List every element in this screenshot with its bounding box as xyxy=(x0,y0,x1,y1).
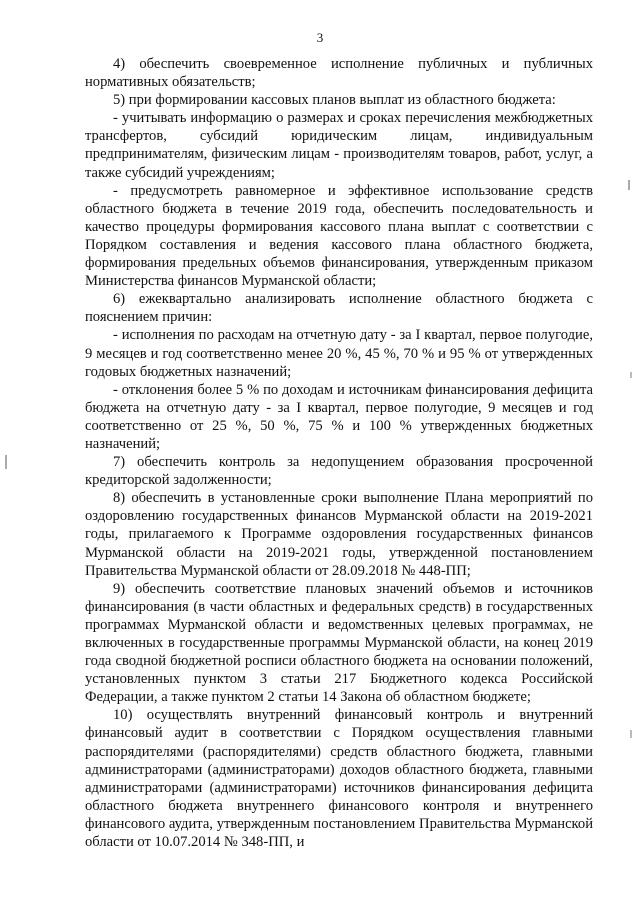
paragraph-sub-transfers: - учитывать информацию о размерах и сроках перечисления межбюджетных трансфертов, субсидий юридическим лицам, индивидуальным предпринимателям, физическим лицам - производителям товаров, работ, услуг, а также субсидий учреждениям; xyxy=(85,110,593,181)
paragraph-item-10: 10) осуществлять внутренний финансовый контроль и внутренний финансовый аудит в соответствии с Порядком осуществления главными распорядителями (распорядителями) средств областного бюджета, главными администраторами (администраторами) доходов областного бюджета, главными администраторами (администраторами) источников финансирования дефицита областного бюджета внутреннего финансового контроля и внутреннего финансового аудита, утвержденным постановлением Правительства Мурманской области от 10.07.2014 № 348-ПП, и xyxy=(85,707,593,851)
paragraph-item-5: 5) при формировании кассовых планов выплат из областного бюджета: xyxy=(113,92,556,109)
document-body xyxy=(85,55,593,851)
scan-mark xyxy=(5,455,7,469)
paragraph-item-4: 4) обеспечить своевременное исполнение публичных и публичных нормативных обязательств; xyxy=(85,56,593,91)
paragraph-item-9: 9) обеспечить соответствие плановых значений объемов и источников финансирования (в части областных и федеральных средств) в государственных программах Мурманской области и ведомственных целевых программах, не включенных в государственные программы Мурманской области, на конец 2019 года сводной бюджетной росписи областного бюджета на основании положений, установленных пунктом 3 статьи 217 Бюджетного кодекса Российской Федерации, а также пунктом 2 статьи 14 Закона об областном бюджете; xyxy=(85,580,593,706)
paragraph-item-7: 7) обеспечить контроль за недопущением образования просроченной кредиторской задолженности; xyxy=(85,454,593,489)
paragraph-item-6: 6) ежеквартально анализировать исполнение областного бюджета с пояснением причин: xyxy=(85,291,593,326)
scan-mark xyxy=(630,730,632,738)
page-number: 3 xyxy=(316,30,324,45)
scan-mark xyxy=(628,180,630,190)
scan-mark xyxy=(630,372,632,378)
paragraph-sub-uniform-use: - предусмотреть равномерное и эффективное использование средств областного бюджета в течение 2019 года, обеспечить последовательность и качество процедуры формирования кассового плана выплат с соответствии с Порядком составления и ведения кассового плана областного бюджета, формирования предельных объемов финансирования, утвержденным приказом Министерства финансов Мурманской области; xyxy=(85,182,593,290)
paragraph-sub-deviations: - отклонения более 5 % по доходам и источникам финансирования дефицита бюджета на отчетную дату - за I квартал, первое полугодие, 9 месяцев и год соответственно от 25 %, 50 %, 75 % и 100 % утвержденных бюджетных назначений; xyxy=(85,381,593,452)
paragraph-item-8: 8) обеспечить в установленные сроки выполнение Плана мероприятий по оздоровлению государственных финансов Мурманской области на 2019-2021 годы, прилагаемого к Программе оздоровления государственных финансов Мурманской области на 2019-2021 годы, утвержденной постановлением Правительства Мурманской области от 28.09.2018 № 448-ПП; xyxy=(85,490,593,579)
paragraph-sub-expenses: - исполнения по расходам на отчетную дату - за I квартал, первое полугодие, 9 месяцев и год соответственно менее 20 %, 45 %, 70 % и 95 % от утвержденных годовых бюджетных назначений; xyxy=(85,327,593,380)
